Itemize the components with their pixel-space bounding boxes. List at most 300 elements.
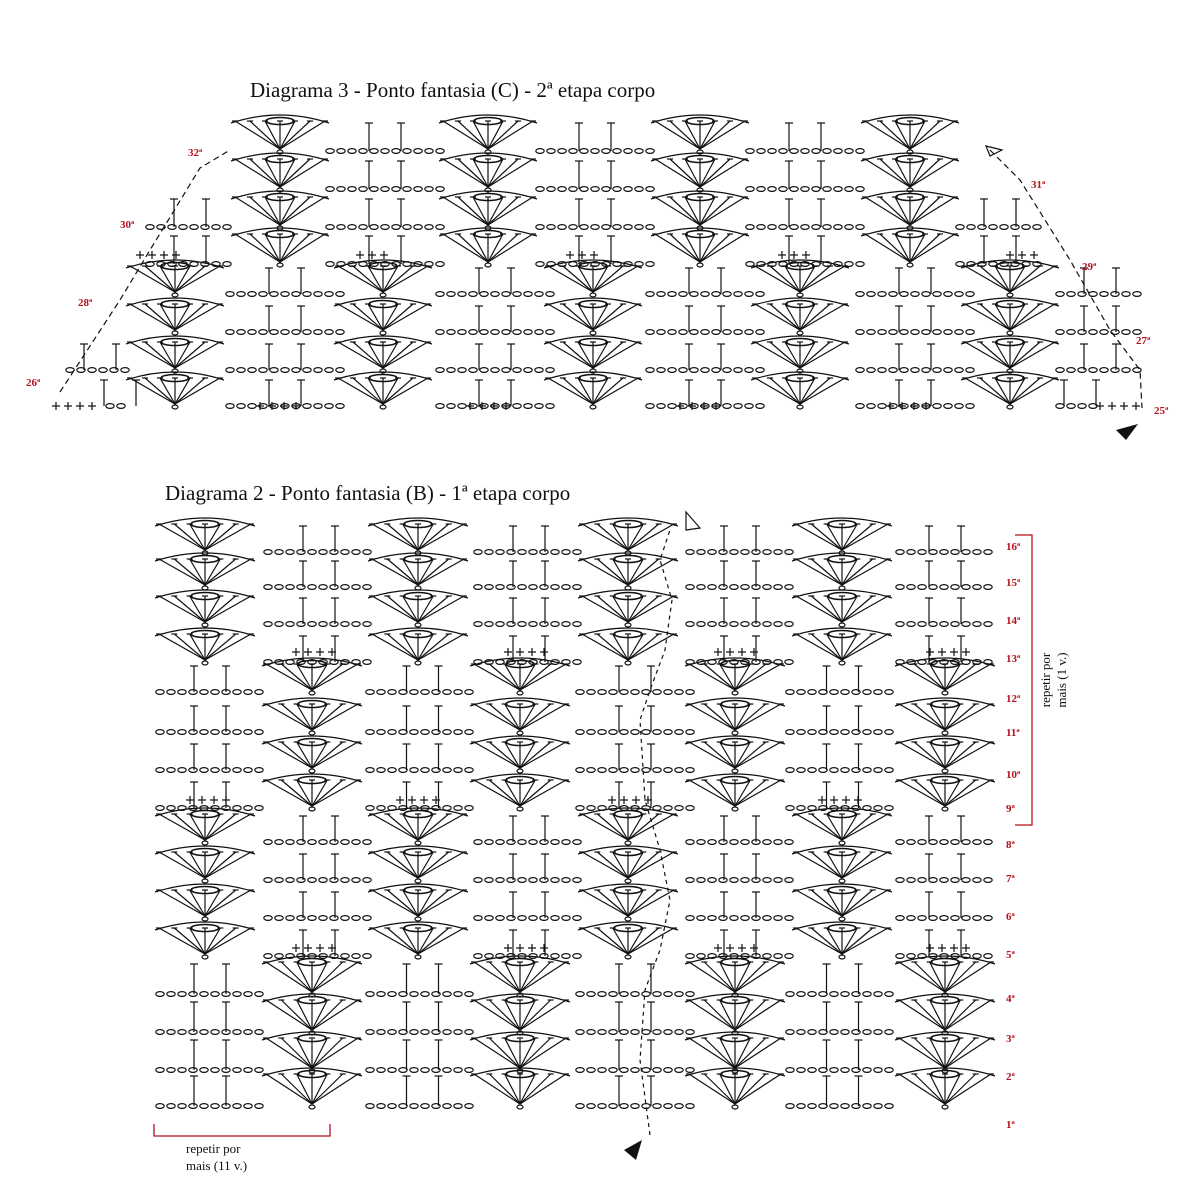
chain-stitch [874,690,882,695]
row-label-7: 7ª [1006,873,1015,885]
chain-stitch [790,225,798,230]
chain-stitch [436,149,444,154]
fan-stitch [735,1038,781,1068]
chain-stitch [443,1030,451,1035]
chain-stitch [179,225,187,230]
chain-stitch [551,622,559,627]
chain-stitch [746,225,754,230]
fan-stitch [443,197,488,225]
chain-stitch [701,330,709,335]
chain-stitch [797,1104,805,1109]
fan-base [590,331,596,335]
chain-stitch [576,1068,584,1073]
chain-stitch [308,585,316,590]
fan-stitch [280,197,325,225]
chain-stitch [576,806,584,811]
chain-stitch [233,690,241,695]
fan-stitch [755,342,800,368]
row-label-5: 5ª [1006,949,1015,961]
chain-stitch [547,225,555,230]
chain-stitch [951,622,959,627]
chain-stitch [259,330,267,335]
chain-stitch [609,992,617,997]
chain-stitch [808,1068,816,1073]
fan-stitch [159,928,205,954]
fan-stitch [312,1000,343,1030]
chain-stitch [686,806,694,811]
fan-stitch [205,814,251,840]
fan-stitch [175,342,220,368]
chain-stitch [558,225,566,230]
chain-stitch [392,187,400,192]
chain-stitch [944,404,952,409]
chain-stitch [863,690,871,695]
chain-stitch [774,878,782,883]
chain-stitch [620,768,628,773]
fan-base [380,331,386,335]
chain-stitch [874,730,882,735]
chain-stitch [292,292,300,297]
chain-stitch [303,368,311,373]
chain-stitch [264,840,272,845]
chain-stitch [465,1030,473,1035]
chain-stitch [178,992,186,997]
chain-stitch [275,878,283,883]
chain-stitch [973,954,981,959]
chain-stitch [248,368,256,373]
fan-base [415,841,421,845]
chain-stitch [620,730,628,735]
chain-stitch [546,404,554,409]
chain-stitch [454,1030,462,1035]
chain-stitch [907,916,915,921]
chain-stitch [785,916,793,921]
chain-stitch [366,690,374,695]
fan-base [415,879,421,883]
fan-stitch [520,704,566,730]
fan-stitch [842,634,888,660]
chain-stitch [88,368,96,373]
chain-stitch [480,292,488,297]
fan-stitch [280,121,325,149]
chain-stitch [233,1104,241,1109]
fan-stitch [205,524,251,550]
chain-stitch [156,730,164,735]
chain-stitch [474,954,482,959]
chain-stitch [529,622,537,627]
chain-stitch [264,878,272,883]
fan-stitch [914,1074,945,1104]
chain-stitch [1056,368,1064,373]
fan-stitch [593,378,638,404]
fan-stitch [582,634,628,660]
chain-stitch [454,992,462,997]
chain-stitch [741,916,749,921]
chain-stitch [620,1030,628,1035]
chain-stitch [956,225,964,230]
chain-stitch [189,730,197,735]
chain-stitch [984,585,992,590]
chain-stitch [1089,330,1097,335]
fan-stitch [312,1000,358,1030]
chain-stitch [286,622,294,627]
chain-stitch [856,225,864,230]
fan-stitch [488,197,533,225]
fan-stitch [842,928,888,954]
chain-stitch [377,768,385,773]
fan-stitch [175,378,220,404]
chain-stitch [286,878,294,883]
fan-stitch [520,962,566,992]
chain-stitch [808,690,816,695]
chain-stitch [308,840,316,845]
chain-stitch [631,768,639,773]
fan-stitch [910,234,955,262]
fan-stitch [250,159,280,187]
chain-stitch [845,225,853,230]
chain-stitch [1133,292,1141,297]
chain-stitch [264,622,272,627]
chain-stitch [690,330,698,335]
fan-stitch [474,780,520,806]
fan-stitch [582,852,628,878]
chain-stitch [675,1068,683,1073]
chain-stitch [156,690,164,695]
chain-stitch [907,840,915,845]
chain-stitch [763,840,771,845]
fan-base [732,807,738,811]
fan-stitch [965,342,1010,368]
chain-stitch [436,225,444,230]
fan-stitch [266,742,312,768]
chain-stitch [856,404,864,409]
chain-stitch [352,840,360,845]
chain-stitch [330,622,338,627]
chain-stitch [121,368,129,373]
chain-stitch [410,768,418,773]
chain-stitch [381,187,389,192]
chain-stitch [410,1068,418,1073]
fan-stitch [755,378,800,404]
chain-stitch [178,1104,186,1109]
chain-stitch [178,690,186,695]
chain-stitch [686,550,694,555]
chain-stitch [540,622,548,627]
chain-stitch [834,149,842,154]
chain-stitch [270,292,278,297]
chain-stitch [918,622,926,627]
fan-stitch [700,159,730,187]
chain-stitch [746,187,754,192]
row-label-13: 13ª [1006,653,1021,665]
fan-stitch [689,1074,735,1104]
chain-stitch [918,550,926,555]
chain-stitch [757,187,765,192]
chain-stitch [723,330,731,335]
fan-stitch [266,1000,312,1030]
chain-stitch [233,806,241,811]
fan-base [517,731,523,735]
chain-stitch [237,292,245,297]
fan-base [625,841,631,845]
repeat-stitches-note-line1: repetir por [186,1141,241,1156]
chain-stitch [757,149,765,154]
chain-stitch [447,368,455,373]
chain-stitch [598,690,606,695]
chain-stitch [480,330,488,335]
fan-stitch [704,1074,735,1104]
chain-stitch [226,368,234,373]
fan-base [1007,405,1013,409]
fan-stitch [796,928,842,954]
row-label-3: 3ª [1006,1033,1015,1045]
chain-stitch [929,550,937,555]
fan-stitch [266,780,312,806]
fan-stitch [655,121,700,149]
fan-stitch [865,121,910,149]
fan-stitch [418,634,464,660]
fan-stitch [418,852,464,878]
chain-stitch [830,768,838,773]
chain-stitch [962,840,970,845]
fan-stitch [965,266,1010,292]
chain-stitch [410,1104,418,1109]
chain-stitch [496,878,504,883]
chain-stitch [189,1104,197,1109]
fan-base [590,293,596,297]
chain-stitch [730,585,738,590]
chain-stitch [469,368,477,373]
chain-stitch [454,768,462,773]
fan-stitch [689,664,735,690]
chain-stitch [966,330,974,335]
chain-stitch [929,585,937,590]
fan-stitch [312,962,358,992]
chain-stitch [646,187,654,192]
chain-stitch [518,550,526,555]
chain-stitch [874,1068,882,1073]
fan-stitch [842,814,888,840]
chain-stitch [529,878,537,883]
fan-stitch [474,1074,520,1104]
chain-stitch [244,730,252,735]
chain-stitch [757,225,765,230]
chain-stitch [896,840,904,845]
chain-stitch [786,1068,794,1073]
fan-stitch [945,742,991,768]
fan-base [202,661,208,665]
row-label-10: 10ª [1006,769,1021,781]
row-label-6: 6ª [1006,911,1015,923]
fan-base [415,661,421,665]
fan-stitch [159,890,205,916]
chain-stitch [308,916,316,921]
chain-stitch [325,368,333,373]
chain-stitch [414,187,422,192]
chain-stitch [167,992,175,997]
chain-stitch [330,550,338,555]
chain-stitch [686,840,694,845]
fan-base [625,917,631,921]
chain-stitch [646,149,654,154]
chain-stitch [587,992,595,997]
chain-stitch [1056,404,1064,409]
chain-stitch [867,292,875,297]
fan-stitch [880,121,910,149]
chain-stitch [562,878,570,883]
chain-stitch [631,1068,639,1073]
fan-stitch [735,1038,766,1068]
chain-stitch [244,992,252,997]
fan-stitch [458,159,488,187]
chain-stitch [989,225,997,230]
fan-stitch [910,121,940,149]
chain-stitch [325,404,333,409]
chain-stitch [712,368,720,373]
chain-stitch [392,149,400,154]
fan-stitch [655,234,700,262]
chain-stitch [388,1030,396,1035]
chain-stitch [690,292,698,297]
chain-stitch [878,292,886,297]
fan-base [625,661,631,665]
chain-stitch [458,292,466,297]
chain-stitch [458,404,466,409]
chain-stitch [421,730,429,735]
fan-stitch [458,197,488,225]
chain-stitch [856,262,864,267]
chain-stitch [774,550,782,555]
fan-stitch [689,742,735,768]
chain-stitch [1133,330,1141,335]
fan-stitch [488,234,518,262]
chain-stitch [984,840,992,845]
chain-stitch [697,916,705,921]
fan-stitch [266,962,312,992]
chain-stitch [918,878,926,883]
chain-stitch [587,1030,595,1035]
chain-stitch [454,1104,462,1109]
fan-base [907,263,913,267]
chain-stitch [485,585,493,590]
row-label-31: 31ª [1031,179,1046,191]
chain-stitch [768,187,776,192]
chain-stitch [458,330,466,335]
chain-stitch [156,992,164,997]
chain-stitch [774,585,782,590]
fan-stitch [383,342,428,368]
fan-stitch [914,1038,945,1068]
diagram-2-row-labels [1006,541,1021,1131]
fan-stitch [312,1074,358,1104]
chain-stitch [189,992,197,997]
chain-stitch [878,368,886,373]
chain-stitch [664,992,672,997]
chain-stitch [485,840,493,845]
chain-stitch [201,225,209,230]
chain-stitch [99,368,107,373]
chain-stitch [867,404,875,409]
fan-stitch [130,266,175,292]
chain-stitch [297,550,305,555]
fan-stitch [159,852,205,878]
chain-stitch [359,187,367,192]
chain-stitch [474,916,482,921]
chain-stitch [366,1030,374,1035]
fan-stitch [250,121,280,149]
chain-stitch [763,622,771,627]
chain-stitch [856,149,864,154]
fan-stitch [488,197,518,225]
chain-stitch [200,690,208,695]
chain-stitch [156,1104,164,1109]
chain-stitch [491,330,499,335]
fan-stitch [800,266,845,292]
chain-stitch [189,690,197,695]
fan-stitch [755,266,800,292]
fan-stitch [418,559,464,585]
fan-stitch [443,159,488,187]
chain-stitch [779,187,787,192]
fan-stitch [520,1038,566,1068]
chain-stitch [421,992,429,997]
fan-stitch [1010,266,1055,292]
fan-stitch [520,962,551,992]
chain-stitch [314,330,322,335]
chain-stitch [808,1104,816,1109]
chain-stitch [436,292,444,297]
chain-stitch [1089,292,1097,297]
chain-stitch [352,916,360,921]
chain-stitch [421,690,429,695]
chain-stitch [270,330,278,335]
fan-stitch [372,814,418,840]
diagram-3-title: Diagrama 3 - Ponto fantasia (C) - 2ª etapa corpo [250,78,656,102]
chain-stitch [609,1068,617,1073]
fan-stitch [582,890,628,916]
chain-stitch [631,730,639,735]
chain-stitch [518,916,526,921]
chain-stitch [613,225,621,230]
fan-base [625,879,631,883]
fan-stitch [338,266,383,292]
chain-stitch [447,330,455,335]
chain-stitch [620,1068,628,1073]
fan-base [172,405,178,409]
chain-stitch [907,878,915,883]
chain-stitch [973,916,981,921]
fan-base [277,263,283,267]
fan-stitch [280,234,325,262]
chain-stitch [436,187,444,192]
chain-stitch [834,187,842,192]
fan-stitch [945,1038,976,1068]
chain-stitch [808,768,816,773]
chain-stitch [1122,330,1130,335]
chain-stitch [223,262,231,267]
chain-stitch [598,1104,606,1109]
chain-stitch [962,585,970,590]
fan-stitch [383,304,428,330]
chain-stitch [708,840,716,845]
chain-stitch [679,368,687,373]
chain-stitch [863,1030,871,1035]
fan-stitch [899,742,945,768]
fan-base [942,1105,948,1109]
left-edge-chain [60,150,230,392]
fan-stitch [689,1000,735,1030]
start-arrow-icon [624,1140,642,1160]
